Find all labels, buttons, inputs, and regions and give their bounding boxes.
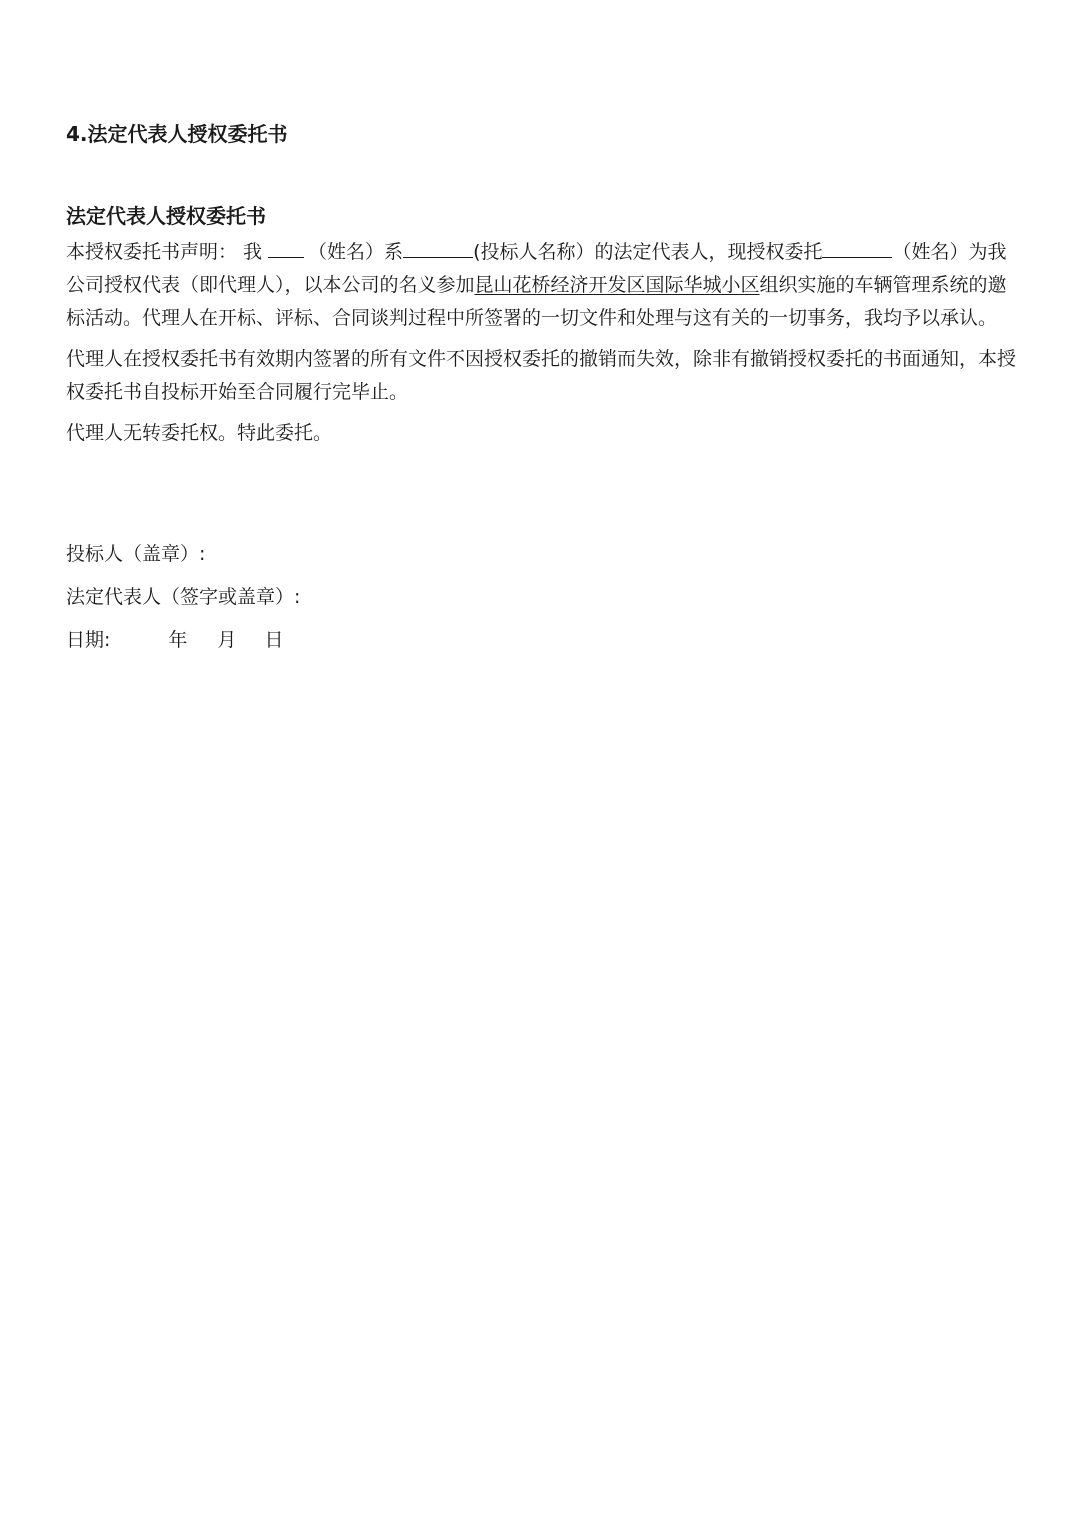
agent-name-blank [822,237,892,258]
no-subdelegation-paragraph: 代理人无转委托权。特此委托。 [66,422,333,444]
date-line [66,624,1016,657]
name-blank [268,237,304,258]
statement-text-2: (投标人名称）的法定代表人，现授权委托 [473,241,823,263]
document-title: 法定代表人授权委托书 [66,204,266,228]
statement-lead: 本授权委托书声明： 我 [66,241,263,263]
date-year: 年 [168,629,188,651]
date-label: 日期: [66,629,111,651]
date-month: 月 [217,629,237,651]
statement-text-1: （姓名）系 [308,241,404,263]
signature-block [66,538,1016,657]
validity-paragraph: 代理人在授权委托书有效期内签署的所有文件不因授权委托的撤销而失效，除非有撤销授权委托的书面通知，本授权委托书自投标开始至合同履行完毕止。 [66,348,1017,403]
document-body [66,116,1016,667]
statement-text-3: （姓名）为我公司授权代表（即代理人），以本公司的名义参加 [66,241,1007,296]
date-day: 日 [264,629,284,651]
bidder-seal-line: 投标人（盖章）: [66,543,206,565]
bidder-name-blank [403,237,473,258]
statement-text-4: 组织实施的车辆管理系统的邀标活动。代理人在开标、评标、合同谈判过程中所签署的一切文件和处理与这有关的一切事务，我均予以承认。 [66,274,1007,329]
legal-rep-signature-line: 法定代表人（签字或盖章）: [66,586,301,608]
project-name: 昆山花桥经济开发区国际华城小区 [474,274,760,296]
authorization-paragraph [66,236,1016,335]
section-heading: 4.法定代表人授权委托书 [66,122,288,146]
